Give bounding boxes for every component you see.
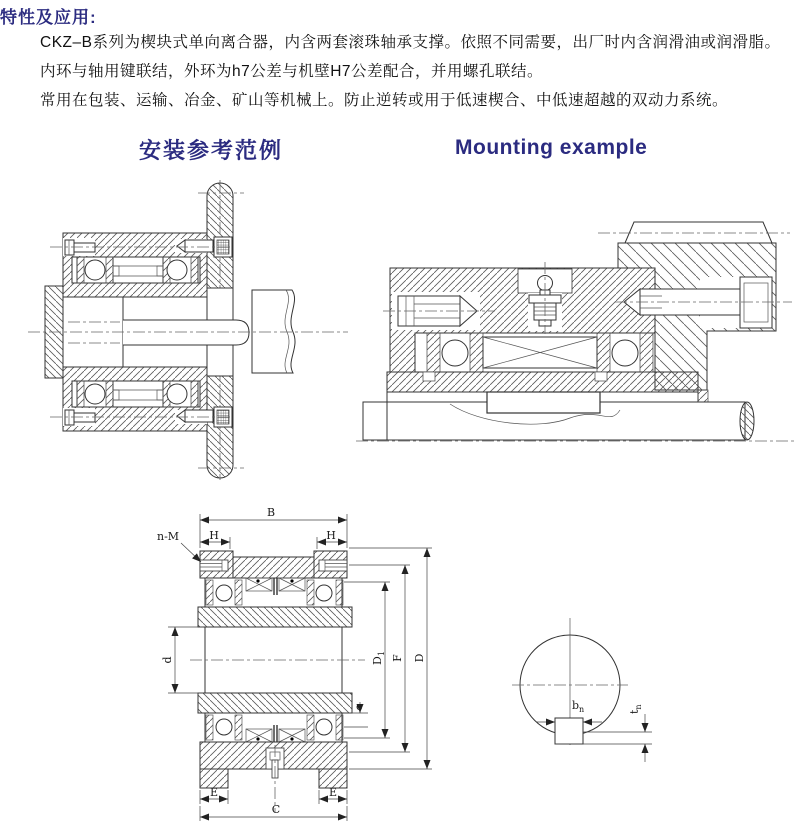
outer-ring-bottom	[200, 742, 347, 812]
heading-install-example-zh: 安装参考范例	[139, 138, 284, 163]
keyway-section-drawing	[500, 610, 700, 780]
svg-defs	[0, 0, 1, 1]
dim-label-e: e	[356, 700, 363, 713]
keyway-dimensions	[536, 699, 652, 762]
shaft-cross-section	[512, 618, 628, 745]
dimension-drawing	[150, 500, 460, 825]
dim-label-H-right: H	[326, 529, 336, 542]
intro-paragraphs	[40, 28, 798, 115]
dim-label-B: B	[266, 506, 276, 519]
bearing-row-bottom	[205, 713, 343, 742]
inner-ring-and-bore	[190, 607, 365, 713]
intro-line-2: 内环与轴用键联结，外环为h7公差与机壁H7公差配合，并用螺孔联结。	[40, 63, 544, 80]
dim-label-d: d	[161, 656, 174, 664]
hub-and-shaft	[356, 372, 794, 441]
mounting-drawing-right	[355, 190, 795, 455]
dim-label-H-left: H	[209, 529, 219, 542]
dim-label-E-left: E	[209, 786, 219, 799]
dim-label-D1: $D_1$	[371, 651, 386, 665]
outer-ring-top	[200, 551, 347, 578]
dim-label-C: C	[271, 803, 281, 816]
mounting-drawing-left	[25, 180, 350, 480]
dim-label-E-right: E	[328, 786, 338, 799]
dim-label-F: F	[391, 654, 404, 662]
dim-label-nM: n-M	[157, 530, 180, 543]
intro-line-3: 常用在包装、运输、冶金、矿山等机械上。防止逆转或用于低速楔合、中低速超越的双动力系统。	[40, 92, 729, 109]
keyway	[555, 718, 583, 744]
dim-label-bn: $b_n$	[572, 699, 585, 714]
dim-label-D: D	[413, 653, 426, 663]
intro-line-1: CKZ–B系列为楔块式单向离合器，内含两套滚珠轴承支撑。依照不同需要，出厂时内含润滑油或润滑脂。	[40, 34, 781, 51]
dim-label-tn: $t_n$	[628, 704, 643, 714]
page-title: 特性及应用:	[0, 8, 97, 27]
heading-mounting-example-en: Mounting example	[455, 136, 648, 159]
bearing-row-top	[205, 578, 343, 607]
